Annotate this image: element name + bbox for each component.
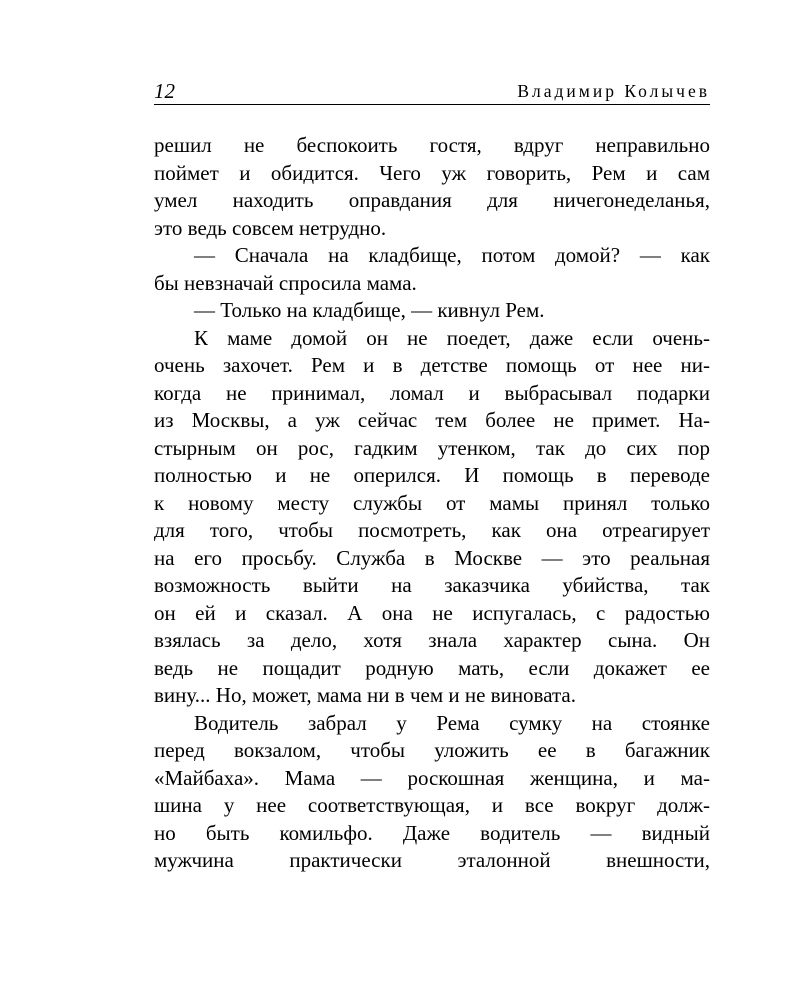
text-line: очень захочет. Рем и в детстве помощь от нее ни- — [154, 353, 710, 377]
text-line: это ведь совсем нетрудно. — [154, 215, 387, 240]
text-line: к новому месту службы от мамы принял только — [154, 490, 710, 515]
text-line: из Москвы, а уж сейчас тем более не примет. На- — [154, 408, 710, 432]
text-line: вину... Но, может, мама ни в чем и не виновата. — [154, 683, 576, 707]
text-line: — Сначала на кладбище, потом домой? — как — [194, 243, 710, 267]
text-line: для того, чтобы посмотреть, как она отреагирует — [154, 518, 710, 542]
text-line: решил не беспокоить гостя, вдруг неправильно — [154, 133, 710, 157]
text-line: но быть комильфо. Даже водитель — видный — [154, 820, 710, 845]
text-line: стырным он рос, гадким утенком, так до сих пор — [154, 435, 710, 460]
text-line: взялась за дело, хотя знала характер сына. Он — [154, 628, 710, 652]
text-line: умел находить оправдания для ничегонеделанья, — [154, 188, 710, 212]
page-number: 12 — [154, 79, 175, 103]
text-line: возможность выйти на заказчика убийства, так — [154, 573, 710, 597]
header-rule — [154, 104, 710, 105]
text-line: перед вокзалом, чтобы уложить ее в багажник — [154, 738, 710, 762]
running-header — [154, 78, 710, 104]
body-text — [154, 132, 710, 875]
text-line: — Только на кладбище, — кивнул Рем. — [194, 298, 545, 322]
running-title: Владимир Колычев — [517, 81, 710, 101]
text-line: К маме домой он не поедет, даже если очень- — [194, 325, 710, 350]
text-line: поймет и обидится. Чего уж говорить, Рем и сам — [154, 160, 710, 185]
text-line: когда не принимал, ломал и выбрасывал подарки — [154, 380, 710, 405]
text-line: мужчина практически эталонной внешности, — [154, 848, 710, 872]
text-line: на его просьбу. Служба в Москве — это реальная — [154, 545, 710, 570]
text-line: бы невзначай спросила мама. — [154, 270, 417, 295]
text-line: ведь не пощадит родную мать, если докажет ее — [154, 655, 710, 680]
text-line: полностью и не оперился. И помощь в переводе — [154, 463, 710, 487]
text-line: он ей и сказал. А она не испугалась, с радостью — [154, 600, 710, 625]
text-line: Водитель забрал у Рема сумку на стоянке — [194, 710, 710, 735]
text-line: «Майбаха». Мама — роскошная женщина, и ма- — [154, 765, 710, 790]
text-line: шина у нее соответствующая, и все вокруг долж- — [154, 793, 710, 817]
